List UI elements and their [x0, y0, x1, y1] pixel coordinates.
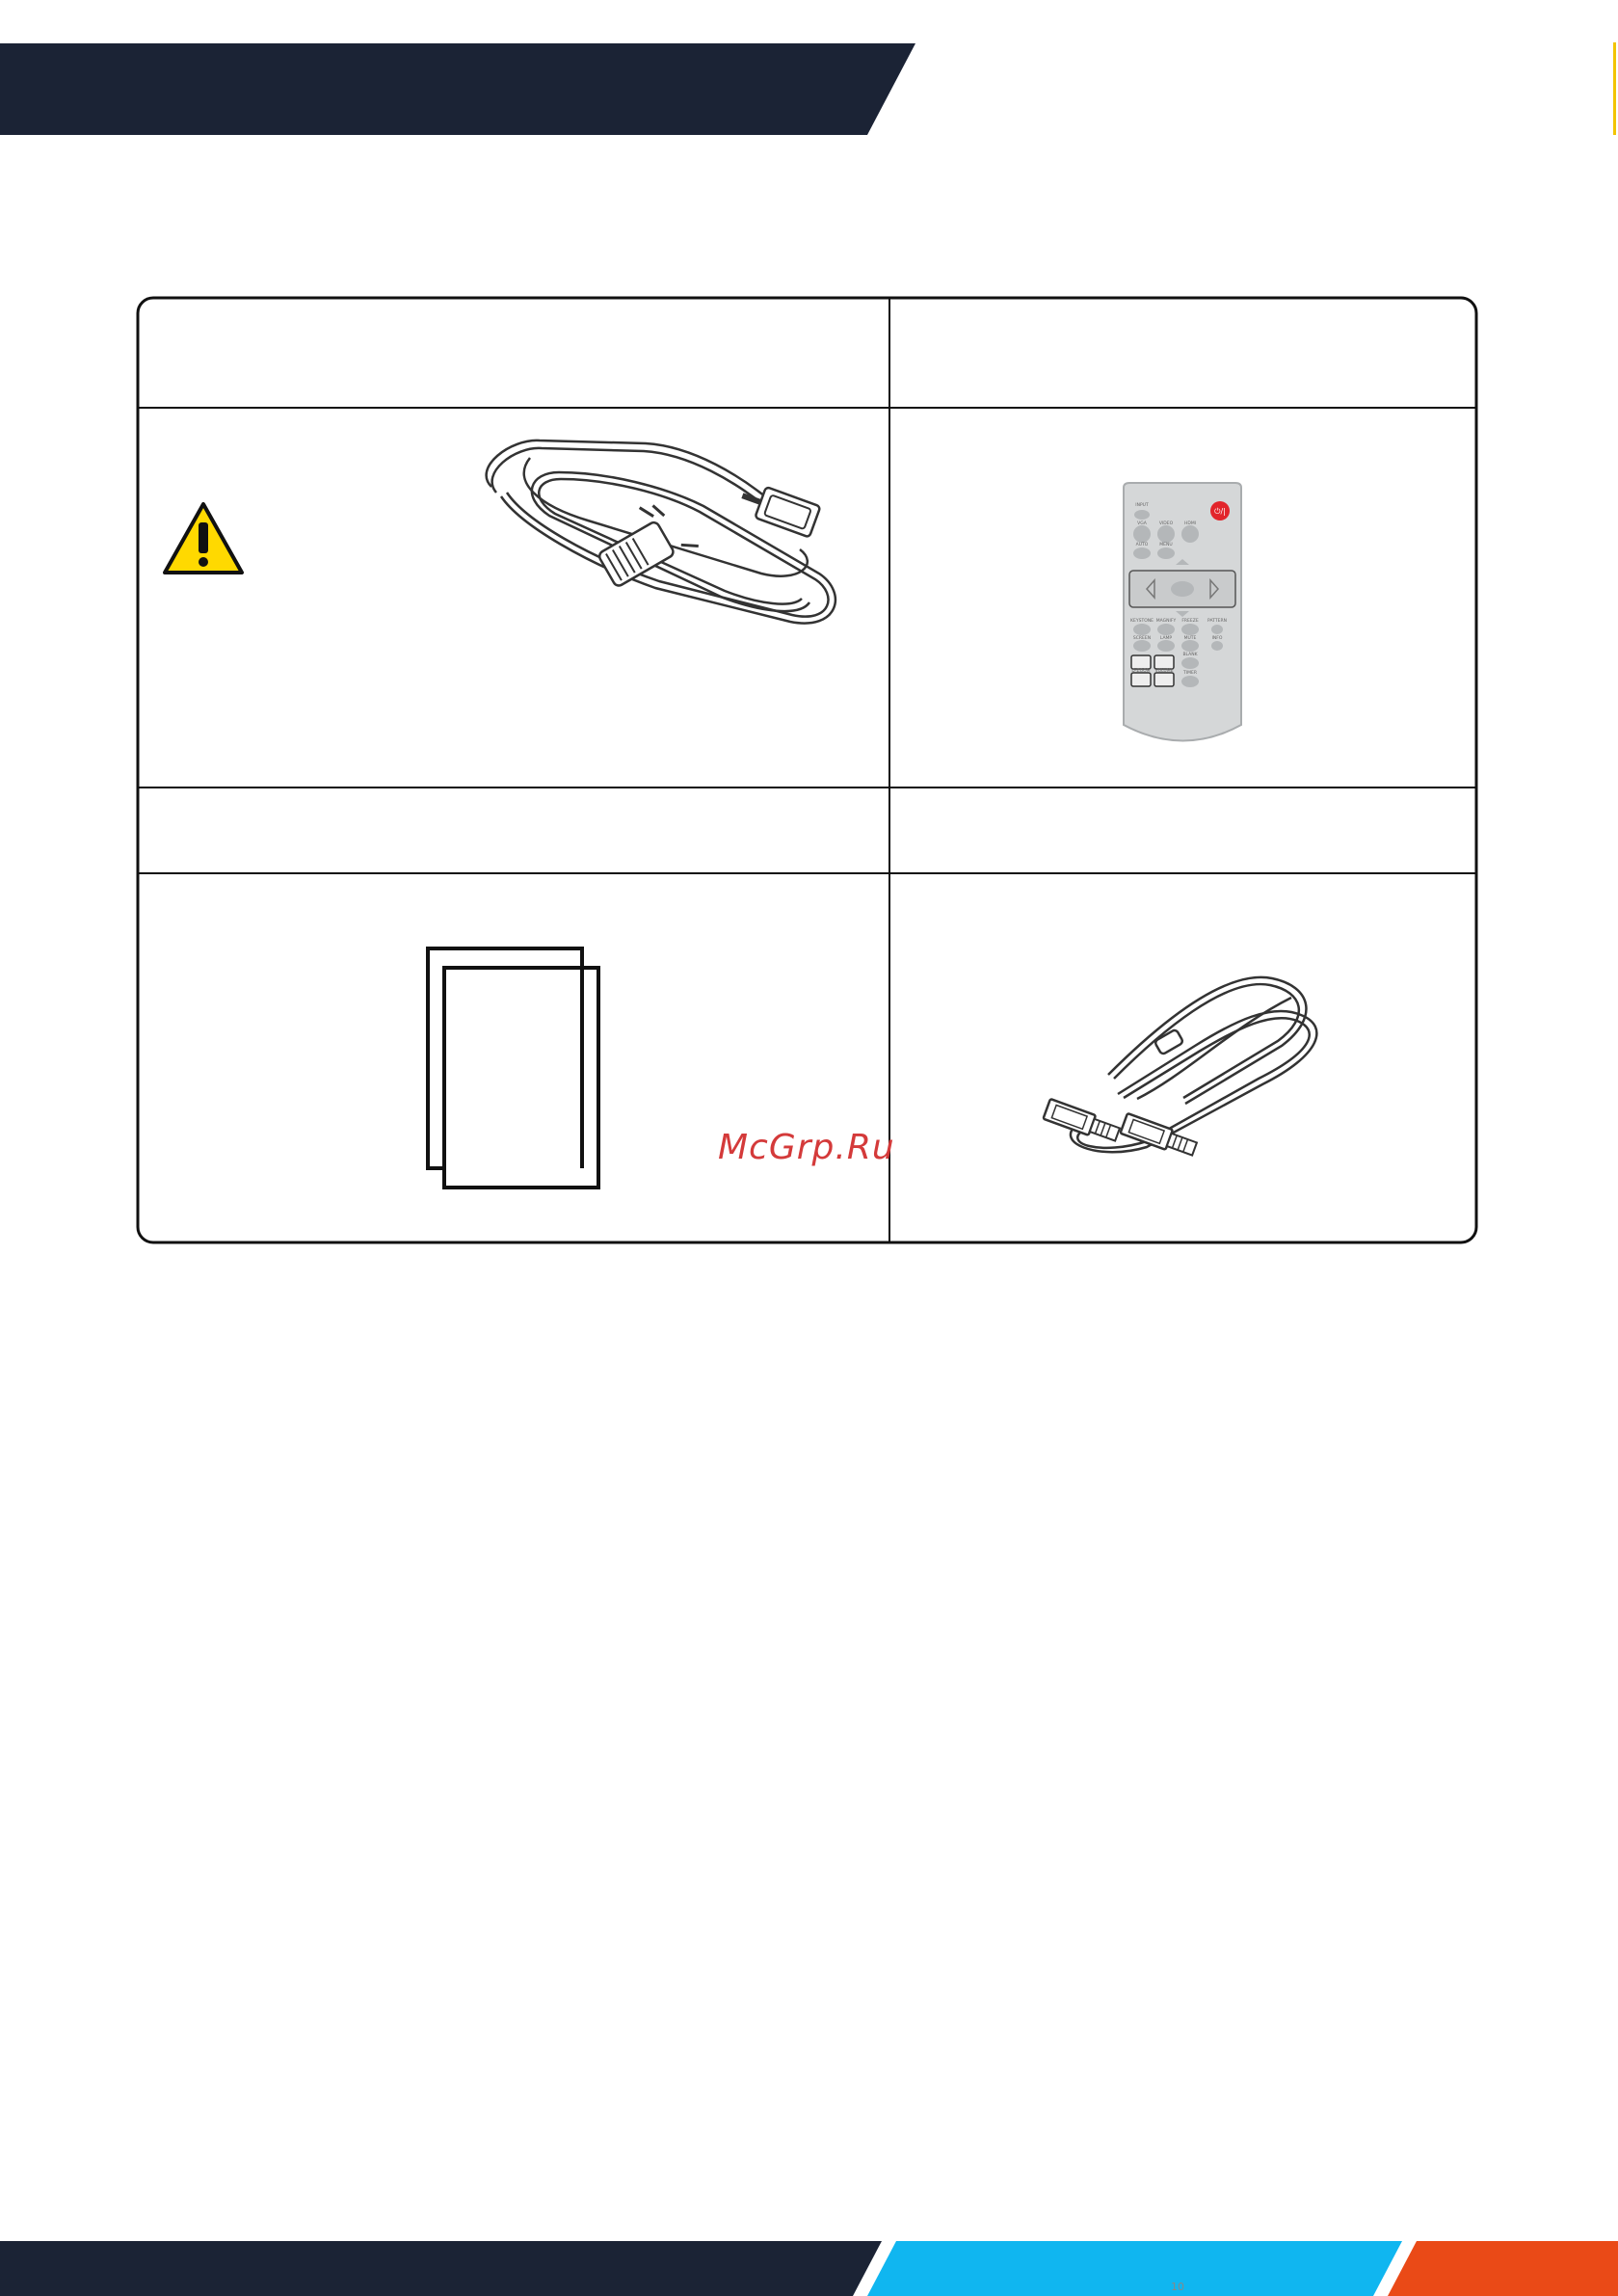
remote-label-hdmi: HDMI	[1183, 521, 1197, 526]
remote-label-keystone: KEYSTONE	[1130, 619, 1154, 624]
watermark-text: McGrp.Ru	[718, 1128, 895, 1167]
remote-label-info: INFO	[1211, 636, 1223, 641]
remote-label-magnify: MAGNIFY	[1155, 619, 1177, 624]
remote-label-dzoom: D-ZOOM	[1131, 669, 1151, 674]
remote-label-pattern: PATTERN	[1207, 619, 1227, 624]
documents-header	[154, 800, 867, 858]
remote-control-icon	[1118, 482, 1248, 747]
remote-label-auto: AUTO	[1135, 543, 1149, 547]
power-cord-icon	[472, 429, 848, 636]
remote-label-menu: MENU	[1159, 543, 1173, 547]
remote-label-video: VIDEO	[1158, 521, 1174, 526]
warning-icon	[162, 501, 245, 576]
remote-label-timer: TIMER	[1183, 671, 1197, 676]
remote-label-lamp: LAMP	[1159, 636, 1173, 641]
remote-label-volume: VOLUME	[1154, 669, 1174, 674]
document-icon	[424, 945, 602, 1190]
power-symbol: ⏻/|	[1214, 507, 1226, 516]
page-number: 10	[1171, 2281, 1184, 2293]
remote-label-vga: VGA	[1137, 521, 1147, 526]
remote-label-screen: SCREEN	[1132, 636, 1152, 641]
remote-label-blank: BLANK	[1182, 653, 1198, 657]
vga-cable-header	[906, 800, 1465, 858]
footer-band	[0, 2241, 1618, 2296]
remote-label-mute: MUTE	[1183, 636, 1197, 641]
remote-label-input: INPUT	[1135, 503, 1149, 508]
remote-control-header	[906, 328, 1465, 386]
remote-label-freeze: FREEZE	[1181, 619, 1199, 624]
power-cord-header	[154, 328, 867, 386]
vga-cable-icon	[1041, 969, 1330, 1161]
